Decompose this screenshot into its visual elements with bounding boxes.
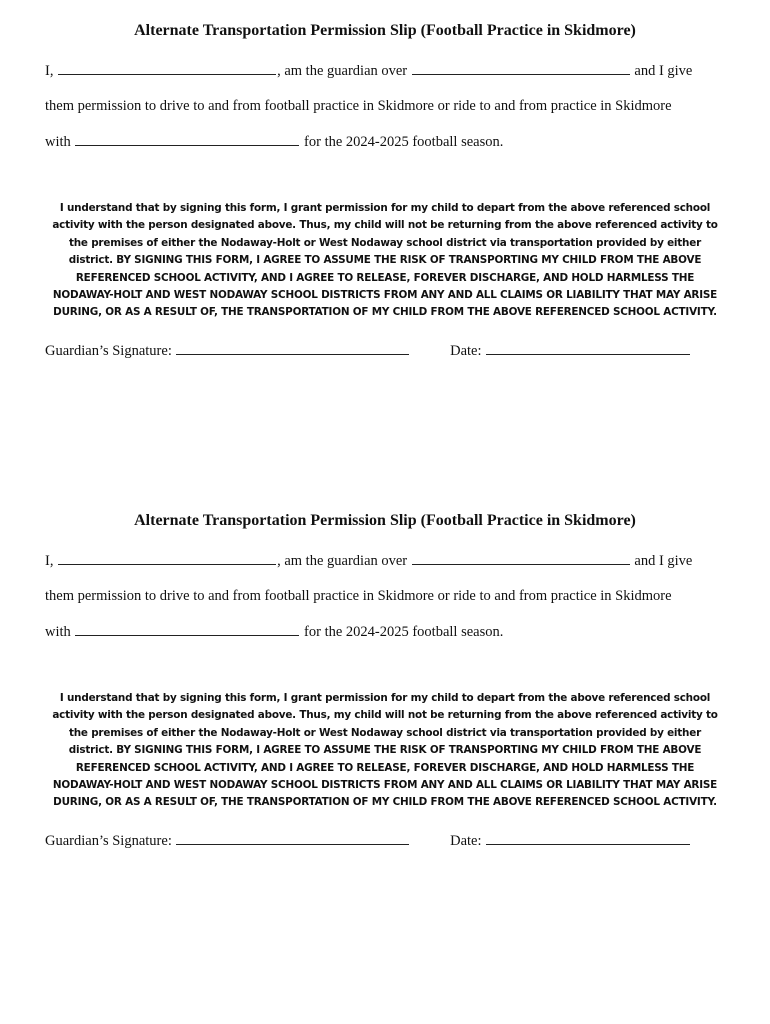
driver-line [0,621,503,641]
date-label: Date: [450,833,482,849]
legal-line: DURING, OR AS A RESULT OF, THE TRANSPORTATION OF MY CHILD FROM THE ABOVE REFERENCED SCHOOL ACTIVITY. [53,306,717,319]
driver-name-blank[interactable] [75,131,299,146]
legal-line: the premises of either the Nodaway-Holt or West Nodaway school district via transportation provided by either [68,236,702,249]
signature-label: Guardian’s Signature: [45,343,172,359]
permission-line: them permission to drive to and from football practice in Skidmore or ride to and from practice in Skidmore [45,588,672,604]
line1-suffix: and I give [634,63,693,79]
slip-title: Alternate Transportation Permission Slip (Football Practice in Skidmore) [134,22,636,39]
signature-blank[interactable] [176,830,409,845]
legal-line: activity with the person designated above. Thus, my child will not be returning from the above referenced activity to [52,219,718,232]
driver-line [0,131,503,151]
legal-line: NODAWAY-HOLT AND WEST NODAWAY SCHOOL DISTRICTS FROM ANY AND ALL CLAIMS OR LIABILITY THAT MAY ARISE [52,289,718,302]
line1-suffix: and I give [634,553,693,569]
guardian-name-blank[interactable] [58,550,276,565]
line3-suffix: for the 2024-2025 football season. [304,624,504,640]
signature-blank[interactable] [176,340,409,355]
legal-line: REFERENCED SCHOOL ACTIVITY, AND I AGREE TO RELEASE, FOREVER DISCHARGE, AND HOLD HARMLESS THE [75,271,695,284]
legal-line: district. BY SIGNING THIS FORM, I AGREE TO ASSUME THE RISK OF TRANSPORTING MY CHILD FROM THE ABOVE [68,254,702,267]
permission-line: them permission to drive to and from football practice in Skidmore or ride to and from practice in Skidmore [45,98,672,114]
legal-line: I understand that by signing this form, I grant permission for my child to depart from the above referenced school [59,202,711,214]
child-name-blank[interactable] [412,60,630,75]
legal-line: I understand that by signing this form, I grant permission for my child to depart from the above referenced school [59,692,711,704]
guardian-name-blank[interactable] [58,60,276,75]
date-label: Date: [450,343,482,359]
line1-middle: , am the guardian over [277,553,408,569]
legal-line: NODAWAY-HOLT AND WEST NODAWAY SCHOOL DISTRICTS FROM ANY AND ALL CLAIMS OR LIABILITY THAT MAY ARISE [52,779,718,792]
permission-slip-1 [0,20,770,359]
signature-row [45,340,691,360]
line3-suffix: for the 2024-2025 football season. [304,134,504,150]
liability-statement [42,200,728,322]
guardian-line [0,550,692,570]
legal-line: DURING, OR AS A RESULT OF, THE TRANSPORTATION OF MY CHILD FROM THE ABOVE REFERENCED SCHOOL ACTIVITY. [53,796,717,809]
child-name-blank[interactable] [412,550,630,565]
signature-row [45,830,691,850]
line1-prefix: I, [45,63,54,79]
line1-prefix: I, [45,553,54,569]
legal-line: REFERENCED SCHOOL ACTIVITY, AND I AGREE TO RELEASE, FOREVER DISCHARGE, AND HOLD HARMLESS THE [75,761,695,774]
driver-name-blank[interactable] [75,621,299,636]
legal-line: the premises of either the Nodaway-Holt or West Nodaway school district via transportation provided by either [68,726,702,739]
legal-line: district. BY SIGNING THIS FORM, I AGREE TO ASSUME THE RISK OF TRANSPORTING MY CHILD FROM THE ABOVE [68,744,702,757]
permission-slip-2 [0,510,770,849]
date-blank[interactable] [486,830,690,845]
line3-prefix: with [45,624,71,640]
legal-line: activity with the person designated above. Thus, my child will not be returning from the above referenced activity to [52,709,718,722]
line1-middle: , am the guardian over [277,63,408,79]
slip-title: Alternate Transportation Permission Slip (Football Practice in Skidmore) [134,512,636,529]
signature-label: Guardian’s Signature: [45,833,172,849]
date-blank[interactable] [486,340,690,355]
liability-statement [42,690,728,812]
line3-prefix: with [45,134,71,150]
guardian-line [0,60,692,80]
